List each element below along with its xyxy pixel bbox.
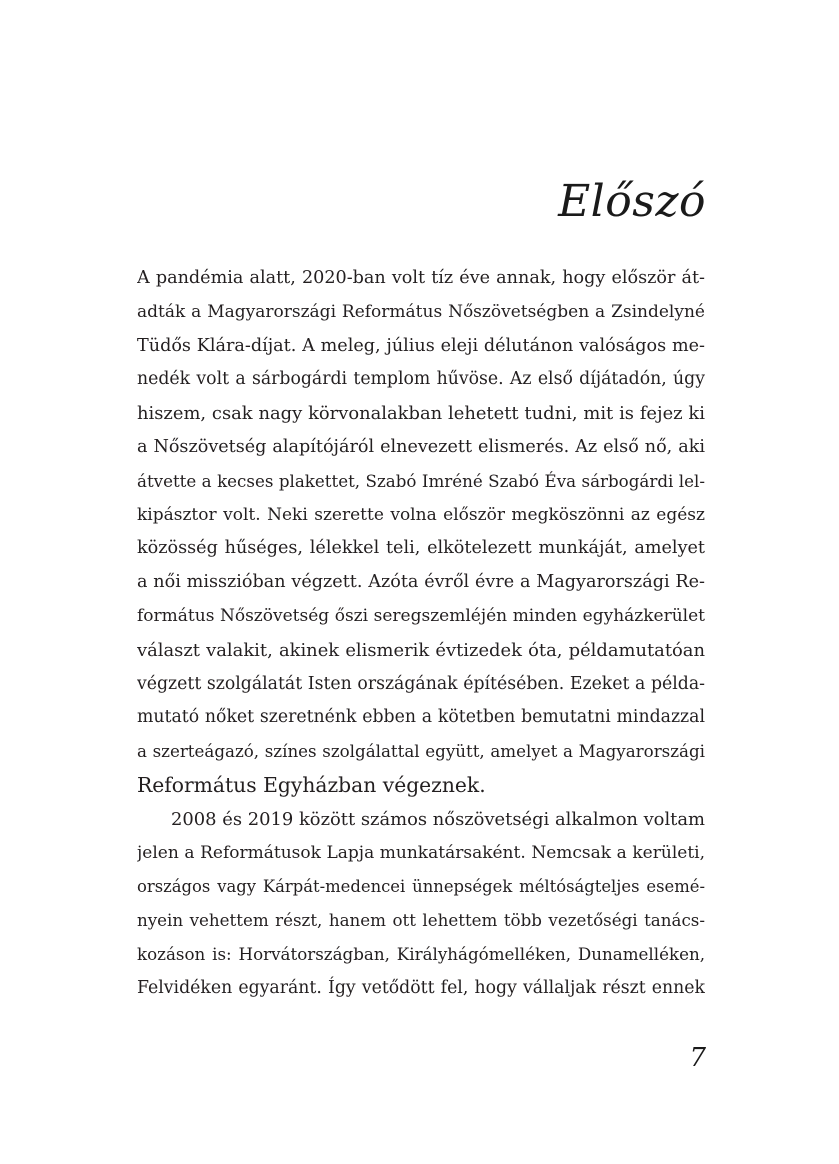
- paragraph-2: [137, 803, 705, 1006]
- text-line: a Nőszövetség alapítójáról elnevezett elismerés. Az első nő, aki: [137, 436, 705, 457]
- text-line: nyein vehettem részt, hanem ott lehettem több vezetőségi tanács-: [137, 910, 705, 931]
- text-line: átvette a kecses plakettet, Szabó Imréné Szabó Éva sárbogárdi lel-: [137, 470, 705, 491]
- text-line: kozáson is: Horvátországban, Királyhágómelléken, Dunamelléken,: [137, 943, 705, 964]
- paragraph-1: [137, 262, 705, 803]
- body-text: [137, 262, 705, 1006]
- text-line: A pandémia alatt, 2020-ban volt tíz éve annak, hogy először át-: [137, 268, 705, 288]
- text-line: formátus Nőszövetség őszi seregszemléjén minden egyházkerület: [137, 605, 705, 626]
- text-line: Felvidéken egyaránt. Így vetődött fel, hogy vállaljak részt ennek: [137, 977, 705, 998]
- chapter-title: Előszó: [558, 176, 706, 227]
- text-line: nedék volt a sárbogárdi templom hűvöse. Az első díjátadón, úgy: [137, 369, 705, 390]
- text-line: Református Egyházban végeznek.: [137, 772, 486, 797]
- text-line: a női misszióban végzett. Azóta évről évre a Magyarországi Re-: [137, 572, 705, 593]
- text-line: 2008 és 2019 között számos nőszövetségi alkalmon voltam: [171, 808, 705, 830]
- text-line: végzett szolgálatát Isten országának építésében. Ezeket a példa-: [137, 673, 705, 694]
- text-line: hiszem, csak nagy körvonalakban lehetett tudni, mit is fejez ki: [137, 403, 705, 425]
- text-line: kipásztor volt. Neki szerette volna először megköszönni az egész: [137, 504, 705, 525]
- text-line: választ valakit, akinek elismerik évtizedek óta, példamutatóan: [137, 639, 705, 661]
- text-line: országos vagy Kárpát-medencei ünnepségek méltóságteljes esemé-: [137, 877, 705, 897]
- text-line: adták a Magyarországi Református Nőszövetségben a Zsindelyné: [137, 301, 705, 322]
- text-line: Tüdős Klára-díjat. A meleg, július eleji délutánon valóságos me-: [137, 335, 705, 356]
- text-line: közösség hűséges, lélekkel teli, elkötelezett munkáját, amelyet: [137, 538, 705, 559]
- text-line: jelen a Reformátusok Lapja munkatársaként. Nemcsak a kerületi,: [137, 842, 705, 863]
- text-line: mutató nőket szeretnénk ebben a kötetben bemutatni mindazzal: [137, 707, 705, 728]
- page-number: 7: [689, 1043, 706, 1073]
- text-line: a szerteágazó, színes szolgálattal együtt, amelyet a Magyarországi: [137, 741, 705, 762]
